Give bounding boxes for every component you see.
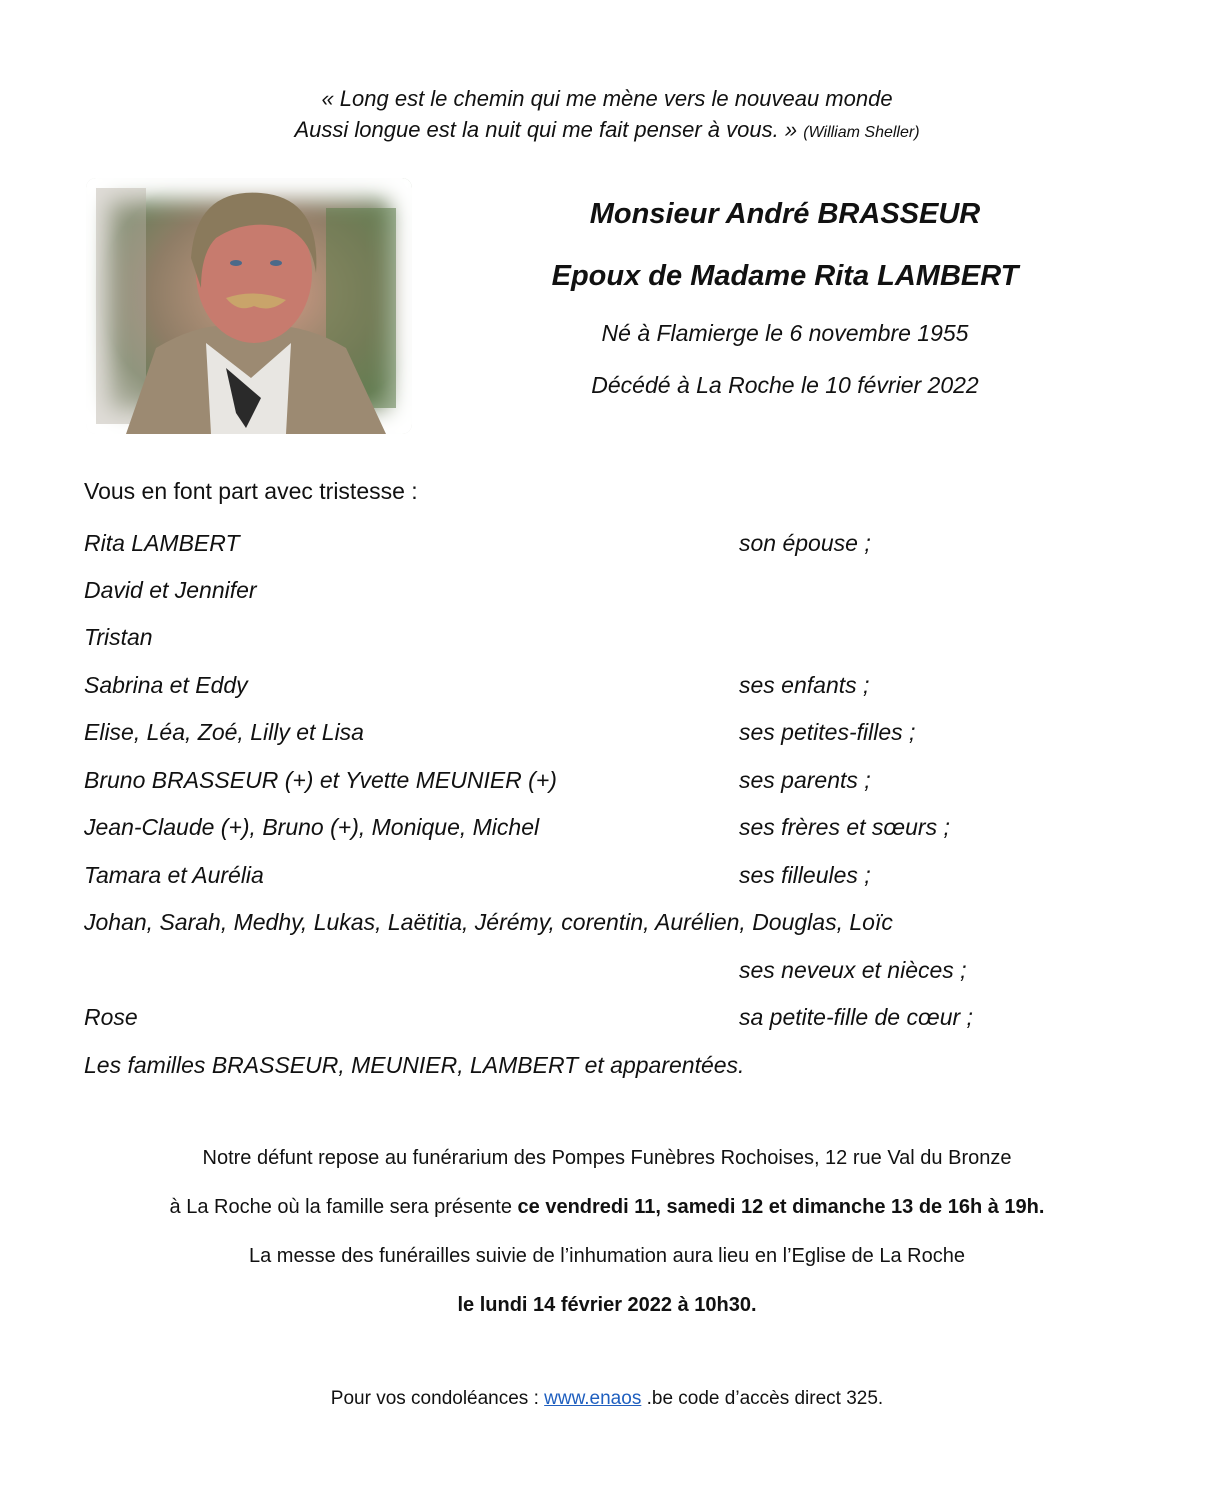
quote-attribution: (William Sheller) xyxy=(803,124,920,141)
visiting-line xyxy=(0,1196,1214,1219)
funeral-date-text: le lundi 14 février 2022 à 10h30. xyxy=(457,1294,757,1316)
funerarium-line: Notre défunt repose au funérarium des Pompes Funèbres Rochoises, 12 rue Val du Bronze xyxy=(202,1147,1012,1169)
condolences-suffix: .be code d’accès direct 325. xyxy=(641,1388,884,1409)
family-relation: sa petite-fille de cœur ; xyxy=(739,1004,973,1030)
family-relation: ses parents ; xyxy=(739,767,871,793)
epigraph-quote xyxy=(0,83,1214,148)
quote-line-2 xyxy=(0,114,1214,148)
portrait-illustration xyxy=(86,178,412,434)
death-line: Décédé à La Roche le 10 février 2022 xyxy=(591,372,979,398)
condolences-line xyxy=(0,1388,1214,1410)
family-relation: son épouse ; xyxy=(739,530,871,556)
family-relation: ses enfants ; xyxy=(739,672,870,698)
spouse-line: Epoux de Madame Rita LAMBERT xyxy=(551,260,1019,292)
family-names: David et Jennifer xyxy=(84,577,257,603)
quote-line-1: « Long est le chemin qui me mène vers le nouveau monde xyxy=(321,86,893,111)
condolences-prefix: Pour vos condoléances : xyxy=(330,1388,545,1409)
family-relation: ses filleules ; xyxy=(739,862,871,888)
family-names: Rose xyxy=(84,1004,138,1030)
birth-line: Né à Flamierge le 6 novembre 1955 xyxy=(601,320,969,346)
family-names: Tamara et Aurélia xyxy=(84,862,264,888)
family-names: Jean-Claude (+), Bruno (+), Monique, Michel xyxy=(84,814,540,840)
family-names: Bruno BRASSEUR (+) et Yvette MEUNIER (+) xyxy=(84,767,557,793)
intro-text: Vous en font part avec tristesse : xyxy=(84,478,418,504)
family-names: Tristan xyxy=(84,624,153,650)
funeral-date xyxy=(0,1294,1214,1317)
mass-line: La messe des funérailles suivie de l’inhumation aura lieu en l’Eglise de La Roche xyxy=(249,1245,965,1267)
family-relation: ses petites-filles ; xyxy=(739,719,916,745)
family-names: Rita LAMBERT xyxy=(84,530,240,556)
family-names: Les familles BRASSEUR, MEUNIER, LAMBERT et apparentées. xyxy=(84,1052,745,1078)
deceased-name: Monsieur André BRASSEUR xyxy=(589,198,981,230)
condolences-link[interactable]: www.enaos xyxy=(544,1388,642,1409)
portrait-photo xyxy=(86,178,412,434)
visiting-plain: à La Roche où la famille sera présente xyxy=(169,1196,518,1218)
family-names: Elise, Léa, Zoé, Lilly et Lisa xyxy=(84,719,364,745)
quote-line-2-text: Aussi longue est la nuit qui me fait penser à vous. » xyxy=(294,117,798,142)
family-names: Sabrina et Eddy xyxy=(84,672,248,698)
family-names: Johan, Sarah, Medhy, Lukas, Laëtitia, Jérémy, corentin, Aurélien, Douglas, Loïc xyxy=(84,909,893,935)
family-relation: ses frères et sœurs ; xyxy=(739,814,950,840)
visiting-hours: ce vendredi 11, samedi 12 et dimanche 13 de 16h à 19h. xyxy=(517,1196,1045,1218)
family-relation: ses neveux et nièces ; xyxy=(739,957,967,983)
